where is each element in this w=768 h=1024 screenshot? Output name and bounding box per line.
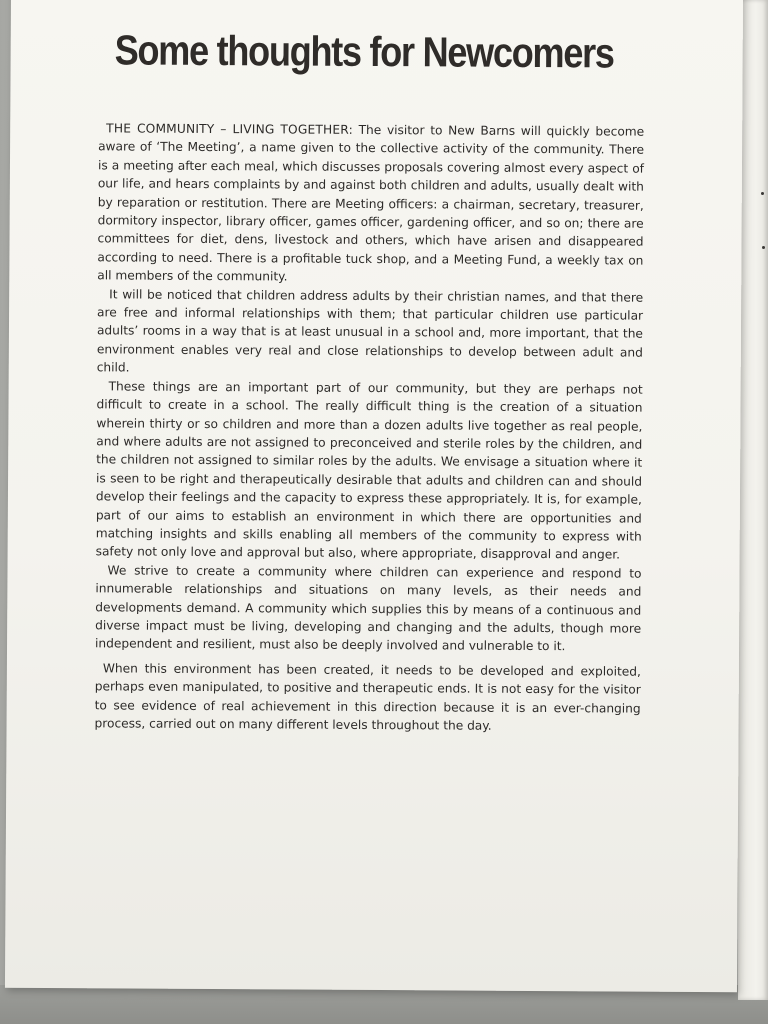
booklet-page [5,0,743,992]
margin-mark-2 [762,246,765,249]
paragraph-1 [97,119,644,288]
margin-mark-1 [761,192,764,195]
paragraph-4: We strive to create a community where children can experience and respond to innumerable relationships and situations on many levels, as their needs and developments demand. A community which supplies this by means of a continuous and diverse impact must be living, developing and changing and the adults, though more independent and resilient, must also be deeply involved and vulnerable to it. [95,563,642,654]
paragraph-3: These things are an important part of our community, but they are perhaps not difficult to create in a school. The really difficult thing is the creation of a situation wherein thirty or so children and more than a dozen adults live together as real people, and where adults are not assigned to preconceived and sterile roles by the children, and the children not assigned to similar roles by the adults. We envisage a situation where it is seen to be right and therapeutically desirable that adults and children can and should develop their feelings and the capacity to express these appropriately. It is, for example, part of our aims to establish an environment in which there are opportunities and matching insights and skills enabling all members of the community to express with safety not only love and approval but also, where appropriate, disapproval and anger. [95,379,643,562]
article-body [95,119,645,736]
adjacent-page-edge [738,0,768,1000]
paragraph-1-text: The visitor to New Barns will quickly become aware of ‘The Meeting’, a name given to the collective activity of the community. There is a meeting after each meal, which discusses proposals covering almost every aspect of our life, and hears complaints by and against both children and adults, usually dealt with by reparation or restitution. There are Meeting officers: a chairman, secretary, treasurer, dormitory inspector, library officer, games officer, gardening officer, and so on; there are committees for diet, dens, livestock and others, which have arisen and disappeared according to need. There is a profitable tuck shop, and a Meeting Fund, a weekly tax on all members of the community. [97,122,645,284]
paragraph-2: It will be noticed that children address adults by their christian names, and that there are free and informal relationships with them; that particular children use particular adults’ rooms in a way that is at least unusual in a school and, more important, that the environment enables very real and close relationships to develop between adult and child. [96,287,644,375]
paragraph-5: When this environment has been created, it needs to be developed and exploited, perhaps even manipulated, to positive and therapeutic ends. It is not easy for the visitor to see evidence of real achievement in this direction because it is an ever-changing process, carried out on many different levels throughout the day. [94,661,641,733]
section-heading: THE COMMUNITY – LIVING TOGETHER: [106,121,353,137]
page-title: Some thoughts for Newcomers [114,26,614,77]
